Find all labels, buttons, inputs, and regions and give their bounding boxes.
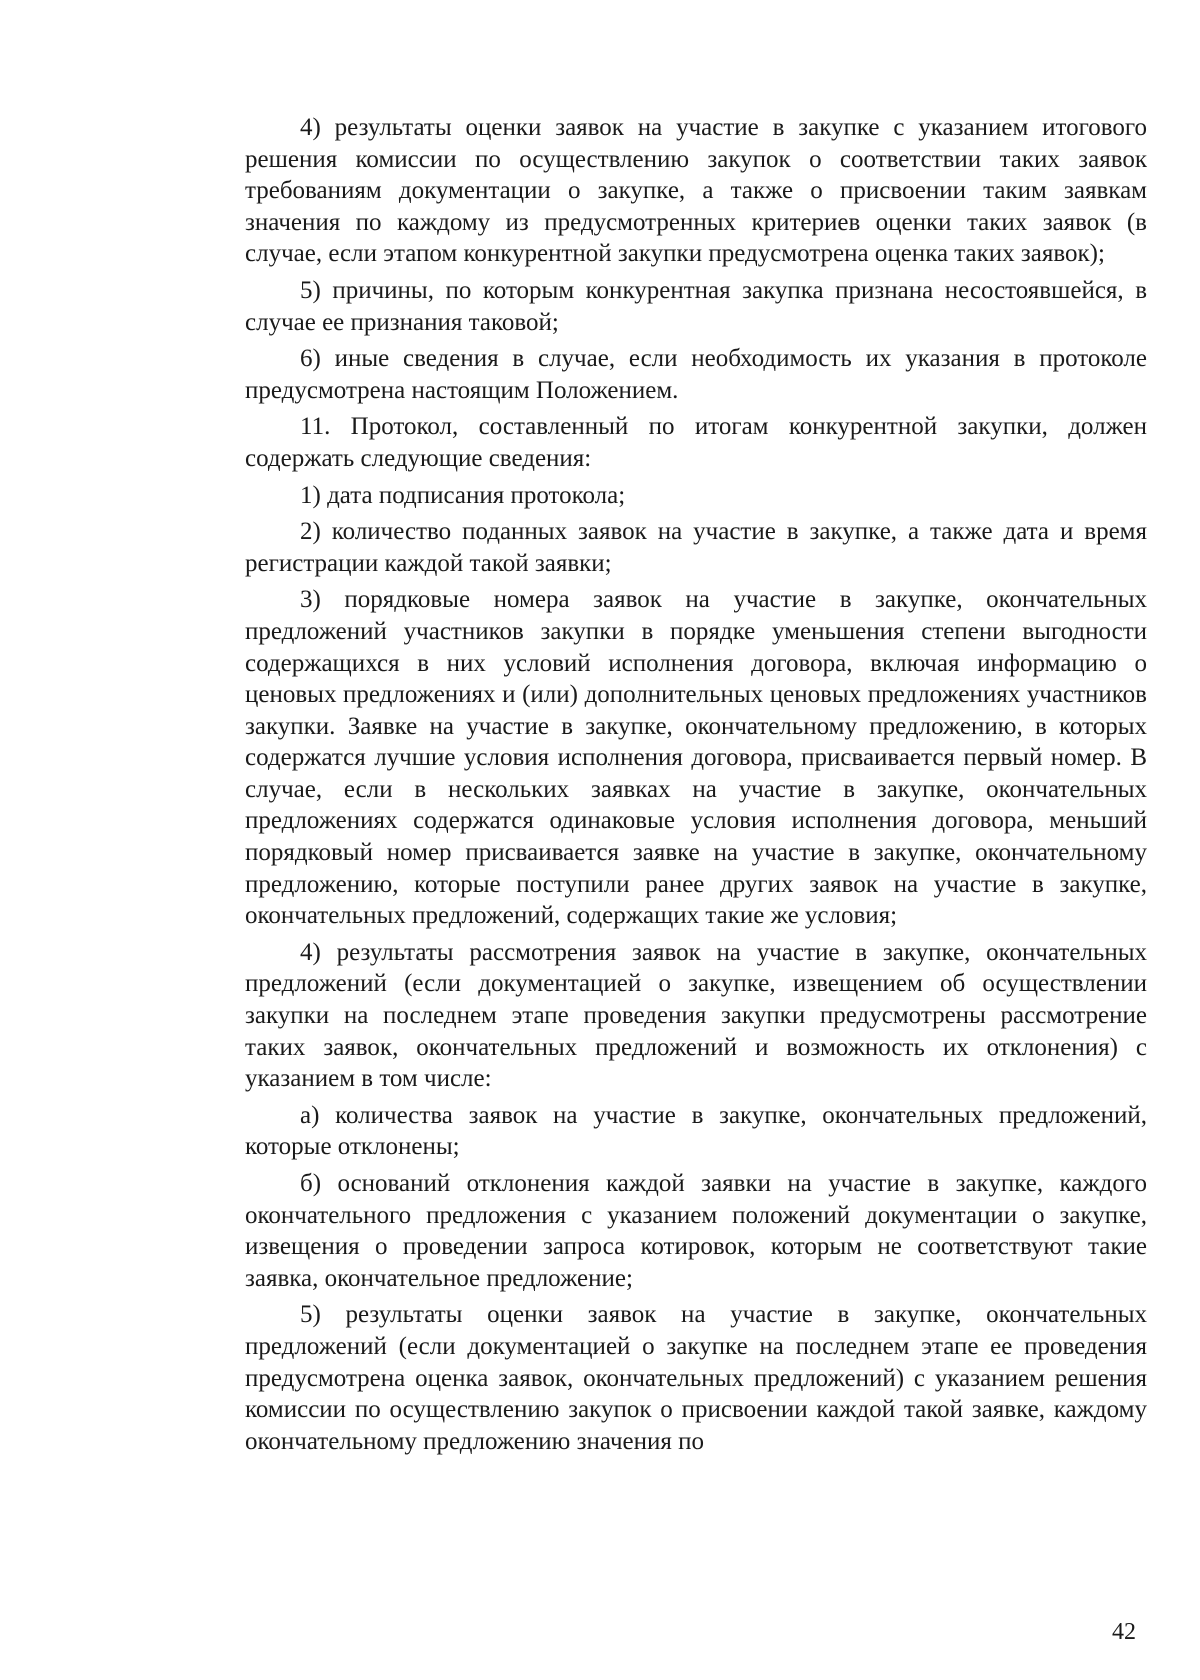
paragraph-item-4-review-results: 4) результаты рассмотрения заявок на участие в закупке, окончательных предложений (если документацией о закупке, извещением об осуществлении закупки на последнем этапе проведения закупки предусмотрены рассмотрение таких заявок, окончательных предложений и возможность их отклонения) с указанием в том числе: <box>245 938 1147 1093</box>
paragraph-item-5-evaluation: 5) результаты оценки заявок на участие в закупке, окончательных предложений (если документацией о закупке на последнем этапе ее проведения предусмотрена оценка заявок, окончательных предложений) с указанием решения комиссии по осуществлению закупок о присвоении каждой такой заявке, каждому окончательному предложению значения по <box>245 1301 1147 1455</box>
paragraph-section-11: 11. Протокол, составленный по итогам конкурентной закупки, должен содержать следующие сведения: <box>245 413 1147 472</box>
paragraph-item-3-ordinal-numbers: 3) порядковые номера заявок на участие в закупке, окончательных предложений участников закупки в порядке уменьшения степени выгодности содержащихся в них условий исполнения договора, включая информацию о ценовых предложениях и (или) дополнительных ценовых предложениях участников закупки. Заявке на участие в закупке, окончательному предложению, в которых содержатся лучшие условия исполнения договора, присваивается первый номер. В случае, если в нескольких заявках на участие в закупке, окончательных предложениях содержатся одинаковые условия исполнения договора, меньший порядковый номер присваивается заявке на участие в закупке, окончательному предложению, которые поступили ранее других заявок на участие в закупке, окончательных предложений, содержащих такие же условия; <box>245 586 1147 930</box>
paragraph-item-2-applications-count: 2) количество поданных заявок на участие в закупке, а также дата и время регистрации каждой такой заявки; <box>245 518 1147 577</box>
paragraph-subitem-b: б) оснований отклонения каждой заявки на участие в закупке, каждого окончательного предложения с указанием положений документации о закупке, извещения о проведении запроса котировок, которым не соответствуют такие заявка, окончательное предложение; <box>245 1170 1147 1292</box>
page-number: 42 <box>1112 1619 1136 1645</box>
paragraph-subitem-a: а) количества заявок на участие в закупке, окончательных предложений, которые отклонены; <box>245 1101 1147 1161</box>
paragraph-item-1-signing-date: 1) дата подписания протокола; <box>300 481 626 509</box>
document-body <box>245 112 1147 1462</box>
paragraph-item-6-other-info: 6) иные сведения в случае, если необходимость их указания в протоколе предусмотрена настоящим Положением. <box>245 345 1147 404</box>
paragraph-item-4-evaluation-results: 4) результаты оценки заявок на участие в закупке с указанием итогового решения комиссии по осуществлению закупок о соответствии таких заявок требованиям документации о закупке, а также о присвоении таким заявкам значения по каждому из предусмотренных критериев оценки таких заявок (в случае, если этапом конкурентной закупки предусмотрена оценка таких заявок); <box>245 114 1147 268</box>
paragraph-item-5-failure-reasons: 5) причины, по которым конкурентная закупка признана несостоявшейся, в случае ее признания таковой; <box>245 276 1147 336</box>
